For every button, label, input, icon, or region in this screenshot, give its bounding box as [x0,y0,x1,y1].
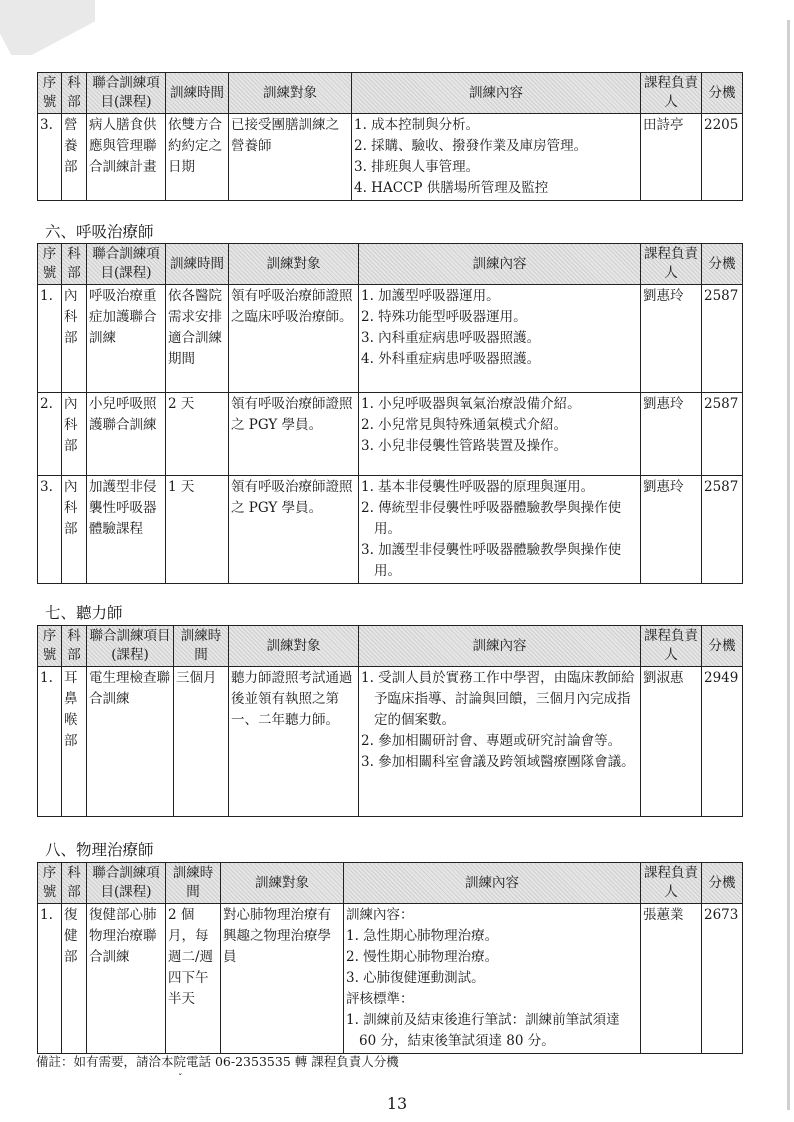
col-ext: 分機 [702,73,743,114]
content-item: 1. 訓練前及結束後進行筆試：訓練前筆試須達 60 分，結束後筆試須達 80 分。 [346,1012,620,1049]
table-row [38,285,743,393]
header-row [38,73,743,114]
page-number: 13 [386,1094,408,1113]
physiotherapy-table [37,862,743,1054]
row-dept: 內科部 [62,285,87,393]
content-item: 4. HACCP 供膳場所管理及監控 [354,180,549,196]
row-ext: 2205 [702,114,743,201]
row-dept: 內科部 [62,393,87,476]
row-time: 三個月 [174,667,229,817]
row-target: 領有呼吸治療師證照之臨床呼吸治療師。 [229,285,359,393]
content-item: 4. 外科重症病患呼吸器照護。 [361,351,541,367]
col-ext: 分機 [702,626,743,667]
row-time: 依雙方合約約定之日期 [166,114,229,201]
col-seq: 序號 [38,626,62,667]
content-item: 3. 心肺復健運動測試。 [346,970,485,986]
table-row [38,476,743,584]
table-row [38,667,743,817]
stray-mark: ˇ [178,1074,183,1084]
audiology-table [37,625,743,817]
row-dept: 耳鼻喉部 [62,667,87,817]
row-time: 依各醫院需求安排適合訓練期間 [166,285,229,393]
col-time: 訓練時間 [166,73,229,114]
row-item: 電生理檢查聯合訓練 [87,667,174,817]
row-owner: 張蕙業 [641,904,702,1054]
content-item: 2. 特殊功能型呼吸器運用。 [361,309,527,325]
col-seq: 序號 [38,73,62,114]
col-item: 聯合訓練項目(課程) [87,863,166,904]
row-dept: 營養部 [62,114,87,201]
row-content [344,904,641,1054]
col-dept: 科部 [62,73,87,114]
row-dept: 內科部 [62,476,87,584]
row-owner: 劉惠玲 [641,476,702,584]
col-item: 聯合訓練項目(課程) [87,244,166,285]
scan-corner-fold [0,0,95,55]
row-owner: 田詩亭 [641,114,702,201]
content-item: 3. 加護型非侵襲性呼吸器體驗教學與操作使用。 [361,542,622,579]
row-seq: 3. [38,476,62,584]
col-content: 訓練內容 [359,244,641,285]
row-seq: 1. [38,667,62,817]
section-title-physiotherapy: 八、物理治療師 [45,841,154,859]
col-ext: 分機 [702,244,743,285]
row-target: 對心肺物理治療有興趣之物理治療學員 [221,904,344,1054]
row-ext: 2587 [702,285,743,393]
col-content: 訓練內容 [352,73,641,114]
col-seq: 序號 [38,863,62,904]
content-item: 3. 小兒非侵襲性管路裝置及操作。 [361,438,568,454]
col-target: 訓練對象 [229,244,359,285]
section-title-audiology: 七、聽力師 [45,604,123,622]
col-owner: 課程負責人 [641,73,702,114]
header-row [38,863,743,904]
header-row [38,244,743,285]
col-time: 訓練時間 [166,863,221,904]
row-target: 領有呼吸治療師證照之 PGY 學員。 [229,393,359,476]
row-content [359,285,641,393]
header-row [38,626,743,667]
assessment-heading: 評核標準： [346,991,414,1007]
row-dept: 復健部 [62,904,87,1054]
col-dept: 科部 [62,244,87,285]
content-item: 1. 受訓人員於實務工作中學習，由臨床教師給予臨床指導、討論與回饋，三個月內完成指定的個案數。 [361,670,635,728]
col-item: 聯合訓練項目(課程) [87,73,166,114]
content-item: 1. 成本控制與分析。 [354,117,480,133]
col-content: 訓練內容 [359,626,641,667]
row-target: 聽力師證照考試通過後並領有執照之第一、二年聽力師。 [229,667,359,817]
row-ext: 2949 [702,667,743,817]
row-target: 已接受團膳訓練之營養師 [229,114,352,201]
row-seq: 1. [38,285,62,393]
row-content [359,476,641,584]
row-seq: 3. [38,114,62,201]
row-item: 病人膳食供應與管理聯合訓練計畫 [87,114,166,201]
col-target: 訓練對象 [221,863,344,904]
row-target: 領有呼吸治療師證照之 PGY 學員。 [229,476,359,584]
row-seq: 1. [38,904,62,1054]
row-content [352,114,641,201]
col-dept: 科部 [62,626,87,667]
row-item: 呼吸治療重症加護聯合訓練 [87,285,166,393]
col-owner: 課程負責人 [641,244,702,285]
col-owner: 課程負責人 [641,863,702,904]
col-seq: 序號 [38,244,62,285]
section-title-respiratory: 六、呼吸治療師 [45,223,154,241]
table-row [38,393,743,476]
scan-edge [787,20,790,1110]
row-ext: 2587 [702,476,743,584]
content-item: 2. 慢性期心肺物理治療。 [346,949,499,965]
content-item: 3. 內科重症病患呼吸器照護。 [361,330,541,346]
table-row [38,904,743,1054]
col-dept: 科部 [62,863,87,904]
row-item: 小兒呼吸照護聯合訓練 [87,393,166,476]
content-item: 1. 小兒呼吸器與氧氣治療設備介紹。 [361,396,581,412]
row-owner: 劉惠玲 [641,285,702,393]
content-item: 1. 加護型呼吸器運用。 [361,288,500,304]
table-row [38,114,743,201]
content-item: 3. 排班與人事管理。 [354,159,480,175]
col-owner: 課程負責人 [641,626,702,667]
row-time: 1 天 [166,476,229,584]
row-item: 復健部心肺物理治療聯合訓練 [87,904,166,1054]
col-time: 訓練時間 [174,626,229,667]
nutrition-table [37,72,743,201]
content-item: 2. 採購、驗收、撥發作業及庫房管理。 [354,138,588,154]
col-ext: 分機 [702,863,743,904]
row-time: 2 個月，每週二/週四下午半天 [166,904,221,1054]
row-owner: 劉惠玲 [641,393,702,476]
row-ext: 2587 [702,393,743,476]
col-item: 聯合訓練項目(課程) [87,626,174,667]
row-item: 加護型非侵襲性呼吸器體驗課程 [87,476,166,584]
row-content [359,667,641,817]
respiratory-table [37,243,743,584]
col-target: 訓練對象 [229,73,352,114]
row-owner: 劉淑惠 [641,667,702,817]
content-item: 3. 參加相關科室會議及跨領域醫療團隊會議。 [361,754,635,770]
content-item: 2. 傳統型非侵襲性呼吸器體驗教學與操作使用。 [361,500,622,537]
col-content: 訓練內容 [344,863,641,904]
content-heading: 訓練內容： [346,907,414,923]
content-item: 1. 基本非侵襲性呼吸器的原理與運用。 [361,479,595,495]
col-time: 訓練時間 [166,244,229,285]
footer-note: 備註：如有需要，請洽本院電話 06-2353535 轉 課程負責人分機 [36,1054,399,1069]
row-time: 2 天 [166,393,229,476]
row-content [359,393,641,476]
content-item: 1. 急性期心肺物理治療。 [346,928,499,944]
col-target: 訓練對象 [229,626,359,667]
content-item: 2. 參加相關研討會、專題或研究討論會等。 [361,733,622,749]
row-seq: 2. [38,393,62,476]
content-item: 2. 小兒常見與特殊通氣模式介紹。 [361,417,568,433]
row-ext: 2673 [702,904,743,1054]
